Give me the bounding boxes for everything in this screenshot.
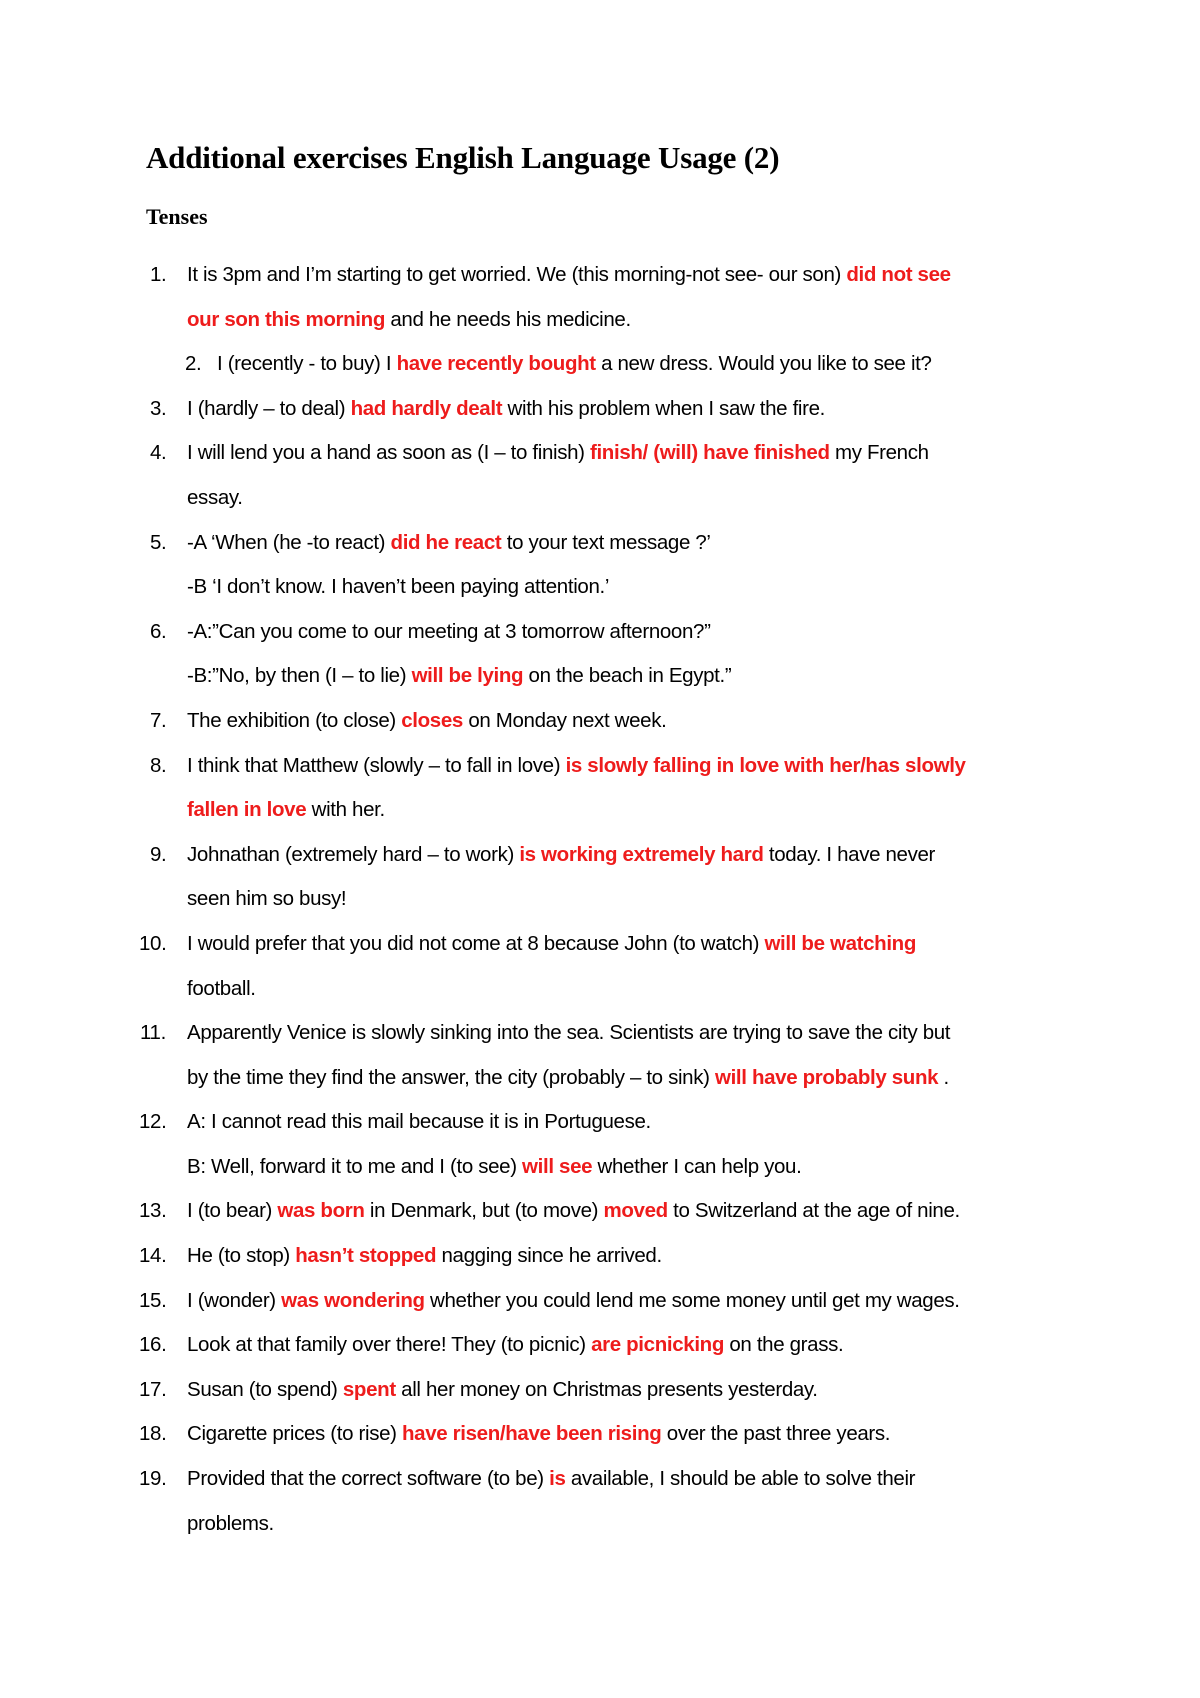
exercise-item [0,387,1200,432]
answer-text: our son this morning [187,307,385,331]
prompt-text: with her. [306,798,385,822]
exercise-line [0,877,1200,922]
exercise-number: 15. [139,1288,167,1312]
exercise-line [0,1323,1200,1368]
exercise-text [187,1368,818,1413]
prompt-text: nagging since he arrived. [436,1244,662,1268]
prompt-text: by the time they find the answer, the city (probably – to sink) [187,1065,715,1089]
prompt-text: seen him so busy! [187,887,347,911]
prompt-text: in Denmark, but (to move) [364,1199,604,1223]
exercise-item [0,1279,1200,1324]
prompt-text: Cigarette prices (to rise) [187,1422,402,1446]
answer-text: fallen in love [187,798,307,822]
answer-text: was wondering [281,1288,425,1312]
exercise-text [187,1145,801,1190]
exercise-text [187,1189,960,1234]
prompt-text: on Monday next week. [462,708,667,732]
exercise-number: 16. [139,1333,167,1357]
exercise-line [0,610,1200,655]
exercise-text [187,699,666,744]
answer-text: did not see [846,263,951,286]
exercise-number: 17. [139,1377,167,1401]
prompt-text: -A:”Can you come to our meeting at 3 tomorrow afternoon?” [187,619,711,643]
exercise-line [0,1457,1200,1502]
answer-text: will be watching [764,931,917,955]
exercise-text [187,877,346,922]
exercise-item [0,833,1200,922]
exercise-number: 2. [185,352,202,376]
exercise-line [0,1011,1200,1056]
document-title: Additional exercises English Language Usage (2) [146,140,780,175]
exercise-item [0,1368,1200,1413]
exercise-number: 3. [150,396,167,420]
answer-text: moved [603,1199,668,1223]
prompt-text: whether you could lend me some money until get my wages. [424,1288,960,1312]
exercise-item [0,744,1200,833]
prompt-text: football. [187,976,256,1000]
exercise-line [0,521,1200,566]
section-heading-tenses: Tenses [146,204,208,229]
exercise-text [187,387,825,432]
prompt-text: whether I can help you. [592,1154,802,1178]
answer-text: closes [401,708,463,732]
answer-text: is slowly falling in love with her/has slowly [565,753,966,777]
prompt-text: I (hardly – to deal) [187,396,351,420]
prompt-text: I think that Matthew (slowly – to fall in love) [187,753,566,777]
answer-text: was born [277,1199,365,1223]
exercise-line [0,565,1200,610]
prompt-text: I (wonder) [187,1288,282,1312]
exercise-text [187,565,609,610]
exercise-number: 6. [150,619,167,643]
exercise-number: 4. [150,441,167,465]
exercise-text [187,521,711,566]
prompt-text: on the beach in Egypt.” [523,664,732,688]
exercise-item [0,1457,1200,1546]
answer-text: finish/ (will) have finished [589,441,830,465]
answer-text: will be lying [411,664,524,688]
answer-text: did he react [390,530,502,554]
exercise-item [0,253,1200,342]
prompt-text: It is 3pm and I’m starting to get worried. We (this morning-not see- our son) [187,263,847,286]
exercise-item [0,1323,1200,1368]
answer-text: will see [522,1154,593,1178]
exercise-line [0,253,1200,298]
prompt-text: Look at that family over there! They (to picnic) [187,1333,592,1357]
exercise-text [187,298,631,343]
exercise-number: 7. [150,708,167,732]
exercise-number: 5. [150,530,167,554]
exercise-item [0,1234,1200,1279]
exercise-number: 9. [150,842,167,866]
exercise-text [187,922,916,967]
answer-text: spent [342,1377,396,1401]
exercise-text [187,1234,662,1279]
prompt-text: . [938,1065,949,1089]
exercise-number: 14. [139,1244,167,1268]
prompt-text: I (recently - to buy) I [217,352,397,376]
exercise-item [0,1412,1200,1457]
exercise-number: 8. [150,753,167,777]
exercise-item [0,610,1200,699]
prompt-text: all her money on Christmas presents yesterday. [395,1377,818,1401]
exercise-text [187,610,711,655]
exercise-text [187,1056,949,1101]
exercise-number: 12. [139,1110,167,1134]
prompt-text: Susan (to spend) [187,1377,343,1401]
prompt-text: I will lend you a hand as soon as (I – to finish) [187,441,590,465]
exercise-line [0,1234,1200,1279]
prompt-text: a new dress. Would you like to see it? [595,352,932,376]
exercise-text [187,253,951,298]
exercise-line [0,1412,1200,1457]
exercise-line [0,342,1200,387]
exercise-list [0,253,1200,1546]
prompt-text: B: Well, forward it to me and I (to see) [187,1154,523,1178]
exercise-item [0,1100,1200,1189]
exercise-text [187,1100,651,1145]
exercise-line [0,788,1200,833]
answer-text: had hardly dealt [350,396,503,420]
exercise-line [0,476,1200,521]
exercise-text [187,1412,890,1457]
prompt-text: A: I cannot read this mail because it is in Portuguese. [187,1110,651,1134]
prompt-text: I (to bear) [187,1199,278,1223]
exercise-number: 10. [139,931,167,955]
exercise-line [0,967,1200,1012]
exercise-item [0,431,1200,520]
exercise-line [0,387,1200,432]
exercise-line [0,298,1200,343]
prompt-text: to your text message ?’ [501,530,711,554]
prompt-text: and he needs his medicine. [385,307,631,331]
prompt-text: to Switzerland at the age of nine. [667,1199,960,1223]
prompt-text: essay. [187,485,243,509]
answer-text: is working extremely hard [519,842,764,866]
exercise-text [187,967,256,1012]
prompt-text: on the grass. [724,1333,844,1357]
prompt-text: problems. [187,1511,274,1535]
prompt-text: my French [829,441,929,465]
prompt-text: -A ‘When (he -to react) [187,530,391,554]
prompt-text: available, I should be able to solve their [565,1467,916,1491]
exercise-number: 19. [139,1467,167,1491]
answer-text: will have probably sunk [714,1065,939,1089]
answer-text: have risen/have been rising [401,1422,662,1446]
answer-text: are picnicking [591,1333,725,1357]
exercise-text [187,833,935,878]
prompt-text: -B ‘I don’t know. I haven’t been paying attention.’ [187,575,610,599]
prompt-text: Johnathan (extremely hard – to work) [187,842,520,866]
exercise-line [0,654,1200,699]
exercise-line [0,922,1200,967]
prompt-text: Provided that the correct software (to be) [187,1467,550,1491]
prompt-text: He (to stop) [187,1244,296,1268]
prompt-text: with his problem when I saw the fire. [502,396,826,420]
exercise-text [187,431,929,476]
exercise-text [187,1457,915,1502]
exercise-text [187,654,731,699]
prompt-text: Apparently Venice is slowly sinking into the sea. Scientists are trying to save the city but [187,1021,951,1045]
exercise-line [0,1368,1200,1413]
exercise-line [0,1056,1200,1101]
exercise-line [0,1502,1200,1547]
prompt-text: -B:”No, by then (I – to lie) [187,664,412,688]
exercise-text [187,1279,960,1324]
exercise-number: 1. [150,263,167,286]
exercise-item [0,699,1200,744]
exercise-text [187,476,243,521]
exercise-text [187,744,966,789]
prompt-text: today. I have never [763,842,936,866]
exercise-line [0,1145,1200,1190]
exercise-text [187,788,385,833]
prompt-text: I would prefer that you did not come at 8 because John (to watch) [187,931,765,955]
prompt-text: over the past three years. [661,1422,891,1446]
exercise-line [0,699,1200,744]
exercise-line [0,1100,1200,1145]
prompt-text: The exhibition (to close) [187,708,402,732]
exercise-item [0,1189,1200,1234]
answer-text: is [549,1467,566,1491]
exercise-line [0,431,1200,476]
exercise-number: 11. [140,1021,166,1045]
exercise-text [187,1323,843,1368]
exercise-item [0,1011,1200,1100]
exercise-text [217,342,932,387]
answer-text: have recently bought [396,352,596,376]
exercise-text [187,1502,274,1547]
exercise-item [0,342,1200,387]
exercise-line [0,1189,1200,1234]
exercise-number: 13. [139,1199,167,1223]
exercise-text [187,1011,950,1056]
exercise-item [0,521,1200,610]
exercise-item [0,922,1200,1011]
exercise-number: 18. [139,1422,167,1446]
exercise-line [0,833,1200,878]
answer-text: hasn’t stopped [295,1244,437,1268]
exercise-line [0,744,1200,789]
exercise-line [0,1279,1200,1324]
